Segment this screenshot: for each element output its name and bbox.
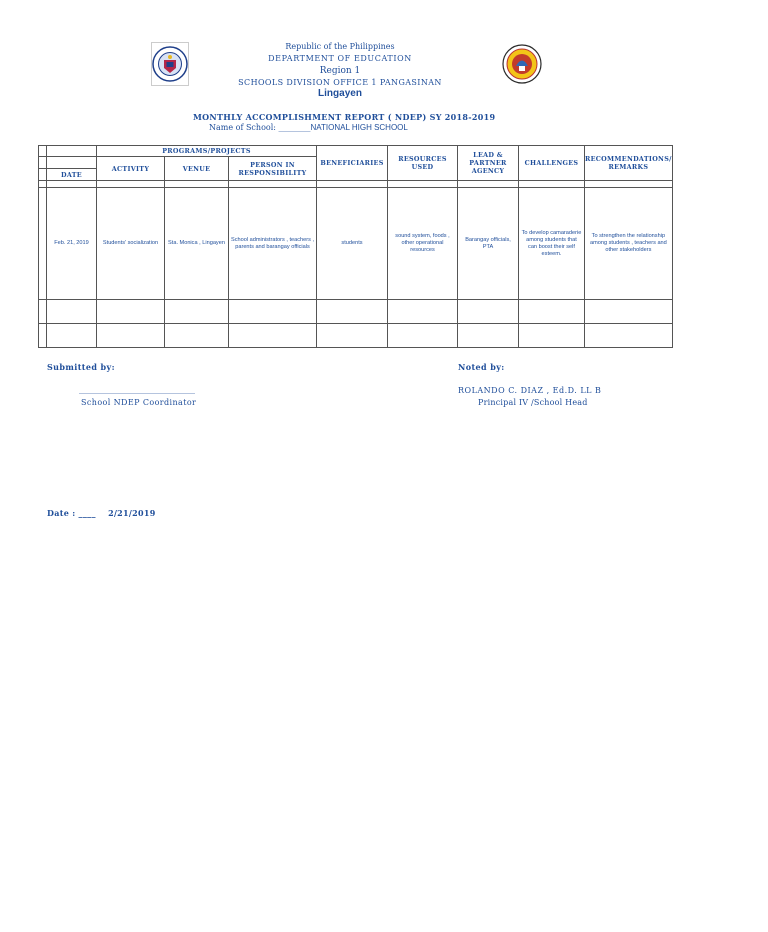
row-recommendations: To strengthen the relationship among students , teachers and other stakeholders bbox=[585, 188, 673, 300]
empty-row bbox=[39, 300, 673, 324]
noted-by-name: ROLANDO C. DIAZ , Ed.D. LL B bbox=[458, 386, 602, 395]
lead-partner-agency-header: LEAD & PARTNER AGENCY bbox=[458, 146, 519, 181]
submitted-role: School NDEP Coordinator bbox=[81, 398, 197, 407]
row-lead: Barangay officials, PTA bbox=[458, 188, 519, 300]
header-department: DEPARTMENT OF EDUCATION bbox=[268, 54, 412, 63]
school-name-line bbox=[209, 123, 408, 132]
beneficiaries-header: BENEFICIARIES bbox=[317, 146, 388, 181]
date-header: DATE bbox=[47, 169, 97, 181]
row-resources: sound system, foods , other operational resources bbox=[388, 188, 458, 300]
header-region: Region 1 bbox=[319, 66, 361, 76]
date-line bbox=[47, 508, 156, 518]
row-venue: Sta. Monica , Lingayen bbox=[165, 188, 229, 300]
date-blank: ____ bbox=[78, 508, 96, 518]
row-activity: Students' socialization bbox=[97, 188, 165, 300]
report-title: MONTHLY ACCOMPLISHMENT REPORT ( NDEP) SY 2018-2019 bbox=[193, 112, 496, 122]
row-person: School administrators , teachers , parents and barangay officials bbox=[229, 188, 317, 300]
header-republic: Republic of the Philippines bbox=[285, 42, 395, 51]
date-label: Date : bbox=[47, 508, 76, 518]
programs-projects-header: PROGRAMS/PROJECTS bbox=[97, 146, 317, 157]
submitted-by-label: Submitted by: bbox=[47, 362, 115, 372]
person-in-responsibility-header: PERSON IN RESPONSIBILITY bbox=[229, 157, 317, 181]
accomplishment-table bbox=[38, 145, 673, 348]
venue-header: VENUE bbox=[165, 157, 229, 181]
date-value: 2/21/2019 bbox=[108, 508, 156, 518]
noted-by-role: Principal IV /School Head bbox=[478, 398, 588, 407]
school-name-label: Name of School: bbox=[209, 123, 276, 132]
noted-by-label: Noted by: bbox=[458, 362, 505, 372]
challenges-header: CHALLENGES bbox=[519, 146, 585, 181]
resources-used-header: RESOURCES USED bbox=[388, 146, 458, 181]
submitted-signature-line: _____________________________ bbox=[79, 385, 195, 394]
empty-row bbox=[39, 324, 673, 348]
header-division: SCHOOLS DIVISION OFFICE 1 PANGASINAN bbox=[238, 78, 442, 87]
header-municipality: Lingayen bbox=[318, 88, 362, 99]
school-name-blank: ________ bbox=[278, 123, 311, 132]
table-header-row bbox=[39, 146, 673, 157]
row-challenges: To develop camaraderie among students that can boost their self esteem. bbox=[519, 188, 585, 300]
recommendations-header: RECOMMENDATIONS/ REMARKS bbox=[585, 146, 673, 181]
table-row bbox=[39, 188, 673, 300]
row-beneficiaries: students bbox=[317, 188, 388, 300]
row-date: Feb. 21, 2019 bbox=[47, 188, 97, 300]
school-name-value: NATIONAL HIGH SCHOOL bbox=[310, 123, 408, 132]
activity-header: ACTIVITY bbox=[97, 157, 165, 181]
